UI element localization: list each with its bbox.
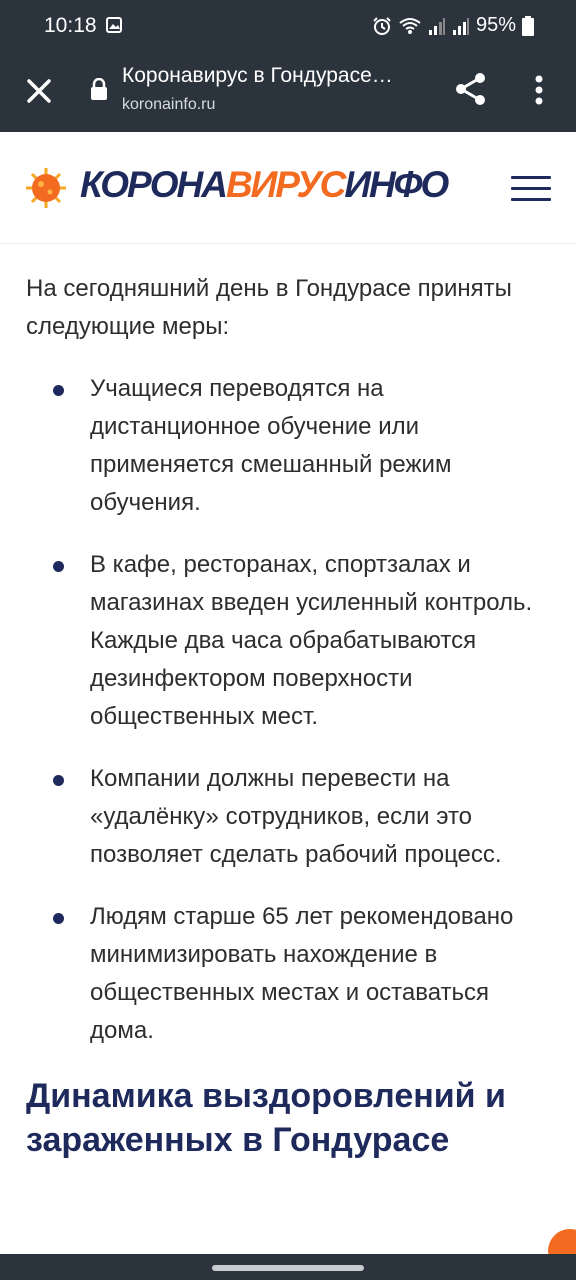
share-icon[interactable] (452, 70, 490, 108)
signal-icon (428, 16, 446, 36)
measure-text: В кафе, ресторанах, спортзалах и магазинах введен усиленный контроль. Каждые два часа обрабатываются дезинфектором поверхности общественных мест. (90, 551, 533, 730)
status-time: 10:18 (44, 14, 97, 37)
list-item (26, 760, 546, 874)
lock-icon[interactable] (90, 78, 108, 100)
home-gesture-handle[interactable] (212, 1265, 364, 1271)
close-icon[interactable] (22, 74, 56, 108)
wifi-icon (398, 16, 422, 36)
list-item (26, 898, 546, 1050)
page-url[interactable]: koronainfo.ru (122, 96, 216, 113)
measure-text: Компании должны перевести на «удалёнку» сотрудников, если это позволяет сделать рабочий процесс. (90, 765, 502, 868)
logo-part-virus: ВИРУС (225, 164, 345, 205)
logo-part-info: ИНФО (344, 164, 448, 205)
article-content (26, 270, 546, 1162)
measures-list (26, 370, 546, 1050)
system-nav-bar (0, 1254, 576, 1280)
battery-percent: 95% (475, 14, 516, 36)
menu-hamburger-icon[interactable] (511, 176, 551, 202)
bullet-icon (53, 561, 64, 572)
list-item (26, 546, 546, 736)
page-title[interactable]: Коронавирус в Гондурасе… (122, 64, 393, 87)
virus-logo-icon[interactable] (24, 166, 68, 210)
article-intro: На сегодняшний день в Гондурасе приняты следующие меры: (26, 275, 512, 340)
measure-text: Людям старше 65 лет рекомендовано минимизировать нахождение в общественных местах и оставаться дома. (90, 903, 514, 1044)
alarm-icon (372, 16, 392, 36)
list-item (26, 370, 546, 522)
more-vertical-icon[interactable] (524, 70, 554, 110)
section-heading: Динамика выздоровлений и зараженных в Гондурасе (26, 1077, 506, 1159)
image-icon (106, 17, 122, 33)
signal-icon (452, 16, 470, 36)
status-bar (0, 0, 576, 52)
site-header (0, 132, 576, 244)
measure-text: Учащиеся переводятся на дистанционное обучение или применяется смешанный режим обучения. (90, 375, 452, 516)
bullet-icon (53, 385, 64, 396)
bullet-icon (53, 913, 64, 924)
site-logo[interactable] (80, 164, 447, 206)
logo-part-korona: КОРОНА (80, 164, 226, 205)
bullet-icon (53, 775, 64, 786)
browser-toolbar (0, 52, 576, 132)
status-icons (372, 14, 534, 37)
battery-icon (522, 16, 534, 36)
